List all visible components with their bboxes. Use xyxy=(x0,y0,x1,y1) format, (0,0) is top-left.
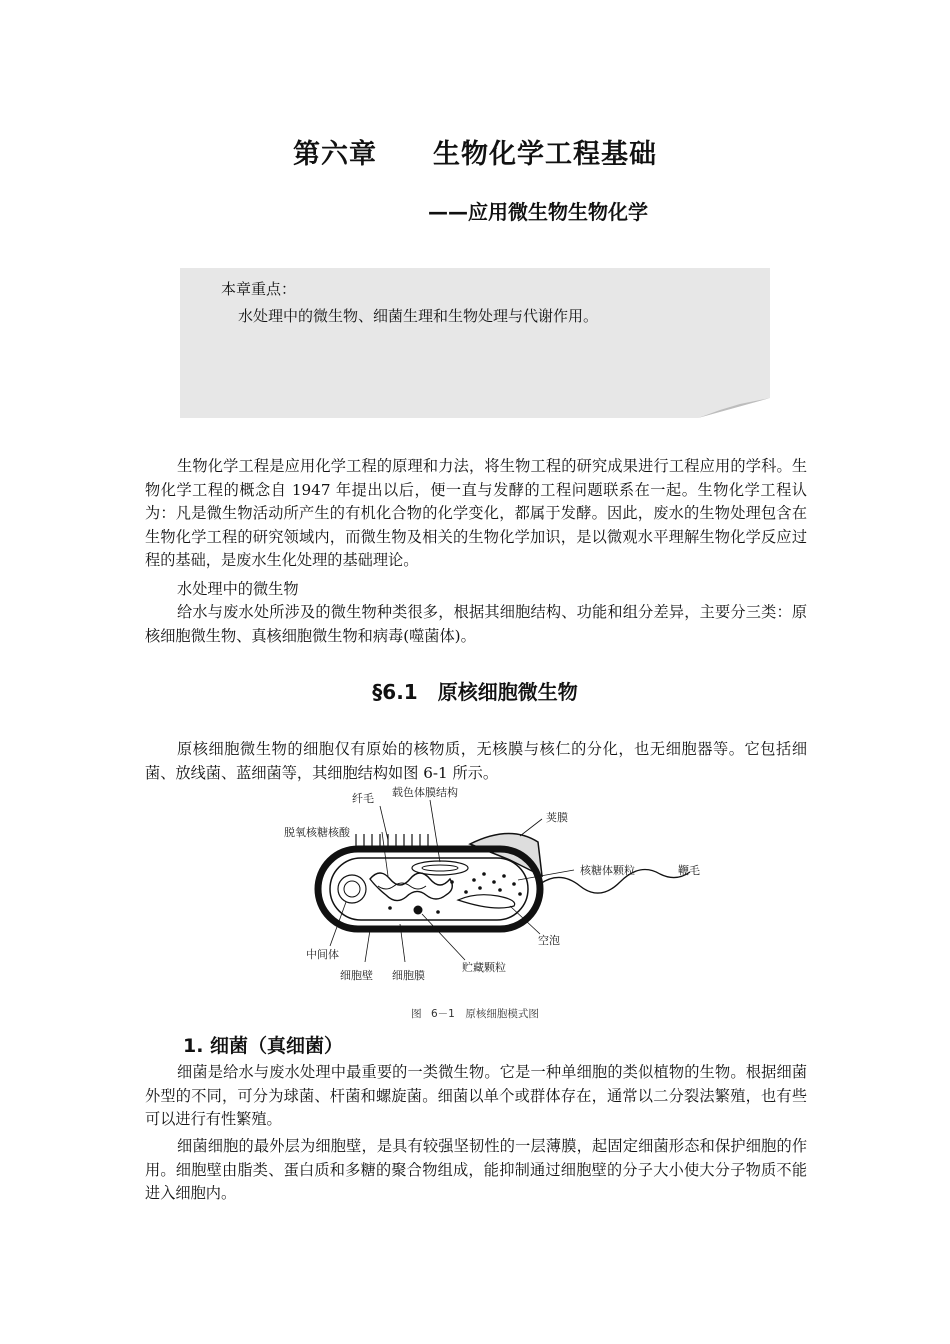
key-points-label: 本章重点： xyxy=(221,280,297,298)
chapter-title: 第六章 生物化学工程基础 xyxy=(293,139,657,170)
storage-granule-shape xyxy=(414,906,423,915)
section-paragraph: 原核细胞微生物的细胞仅有原始的核物质，无核膜与核仁的分化，也无细胞器等。它包括细菌、放线菌、蓝细菌等，其细胞结构如图 6-1 所示。 xyxy=(145,740,807,782)
label-storage: 贮藏颗粒 xyxy=(462,961,506,974)
micro-heading: 水处理中的微生物 xyxy=(177,580,299,598)
key-points-text: 水处理中的微生物、细菌生理和生物处理与代谢作用。 xyxy=(238,307,599,325)
bacteria-paragraph-1: 细菌是给水与废水处理中最重要的一类微生物。它是一种单细胞的类似植物的生物。根据细菌外型的不同，可分为球菌、杆菌和螺旋菌。细菌以单个或群体存在，通常以二分裂法繁殖，也有些可以进行有性繁殖。 xyxy=(145,1063,807,1129)
bacteria-heading: 1. 细菌（真细菌） xyxy=(183,1035,344,1057)
intro-paragraph: 生物化学工程是应用化学工程的原理和力法，将生物工程的研究成果进行工程应用的学科。生物化学工程的概念自 1947 年提出以后，便一直与发酵的工程问题联系在一起。生物化学工程认为：凡是微生物活动所产生的有机化合物的化学变化，都属于发酵。因此，废水的生物处理包含在生物化学工程的研究领域内，而微生物及相关的生物化学加识，是以微观水平理解生物化学反应过程的基础，是废水生化处理的基础理论。 xyxy=(145,457,807,570)
vacuole-shape xyxy=(458,895,515,908)
label-capsule: 荚膜 xyxy=(546,811,568,824)
label-ribosome: 核糖体颗粒 xyxy=(580,864,635,877)
section-title: §6.1 原核细胞微生物 xyxy=(372,680,578,704)
pili-lines xyxy=(356,834,428,846)
mesosome-shape xyxy=(338,875,366,903)
prokaryotic-cell-figure xyxy=(270,784,730,989)
chapter-subtitle: ——应用微生物生物化学 xyxy=(428,200,648,224)
chromatophore-shape xyxy=(412,861,468,875)
label-vacuole: 空泡 xyxy=(538,934,560,947)
label-chromatophore: 载色体膜结构 xyxy=(392,786,458,799)
figure-caption: 图 6－1 原核细胞模式图 xyxy=(411,1008,539,1020)
label-mesosome: 中间体 xyxy=(306,948,339,961)
label-pili: 纤毛 xyxy=(352,792,374,805)
label-dna: 脱氧核糖核酸 xyxy=(284,826,350,839)
label-flagellum: 鞭毛 xyxy=(678,864,700,877)
bacteria-paragraph-2: 细菌细胞的最外层为细胞壁，是具有较强坚韧性的一层薄膜，起固定细菌形态和保护细胞的作用。细胞壁由脂类、蛋白质和多糖的聚合物组成，能抑制通过细胞壁的分子大小使大分子物质不能进入细胞内。 xyxy=(145,1137,807,1203)
label-cell-wall: 细胞壁 xyxy=(340,969,373,982)
label-cell-membrane: 细胞膜 xyxy=(392,969,425,982)
micro-paragraph: 给水与废水处所涉及的微生物种类很多，根据其细胞结构、功能和组分差异，主要分三类：原核细胞微生物、真核细胞微生物和病毒(噬菌体)。 xyxy=(145,603,807,645)
